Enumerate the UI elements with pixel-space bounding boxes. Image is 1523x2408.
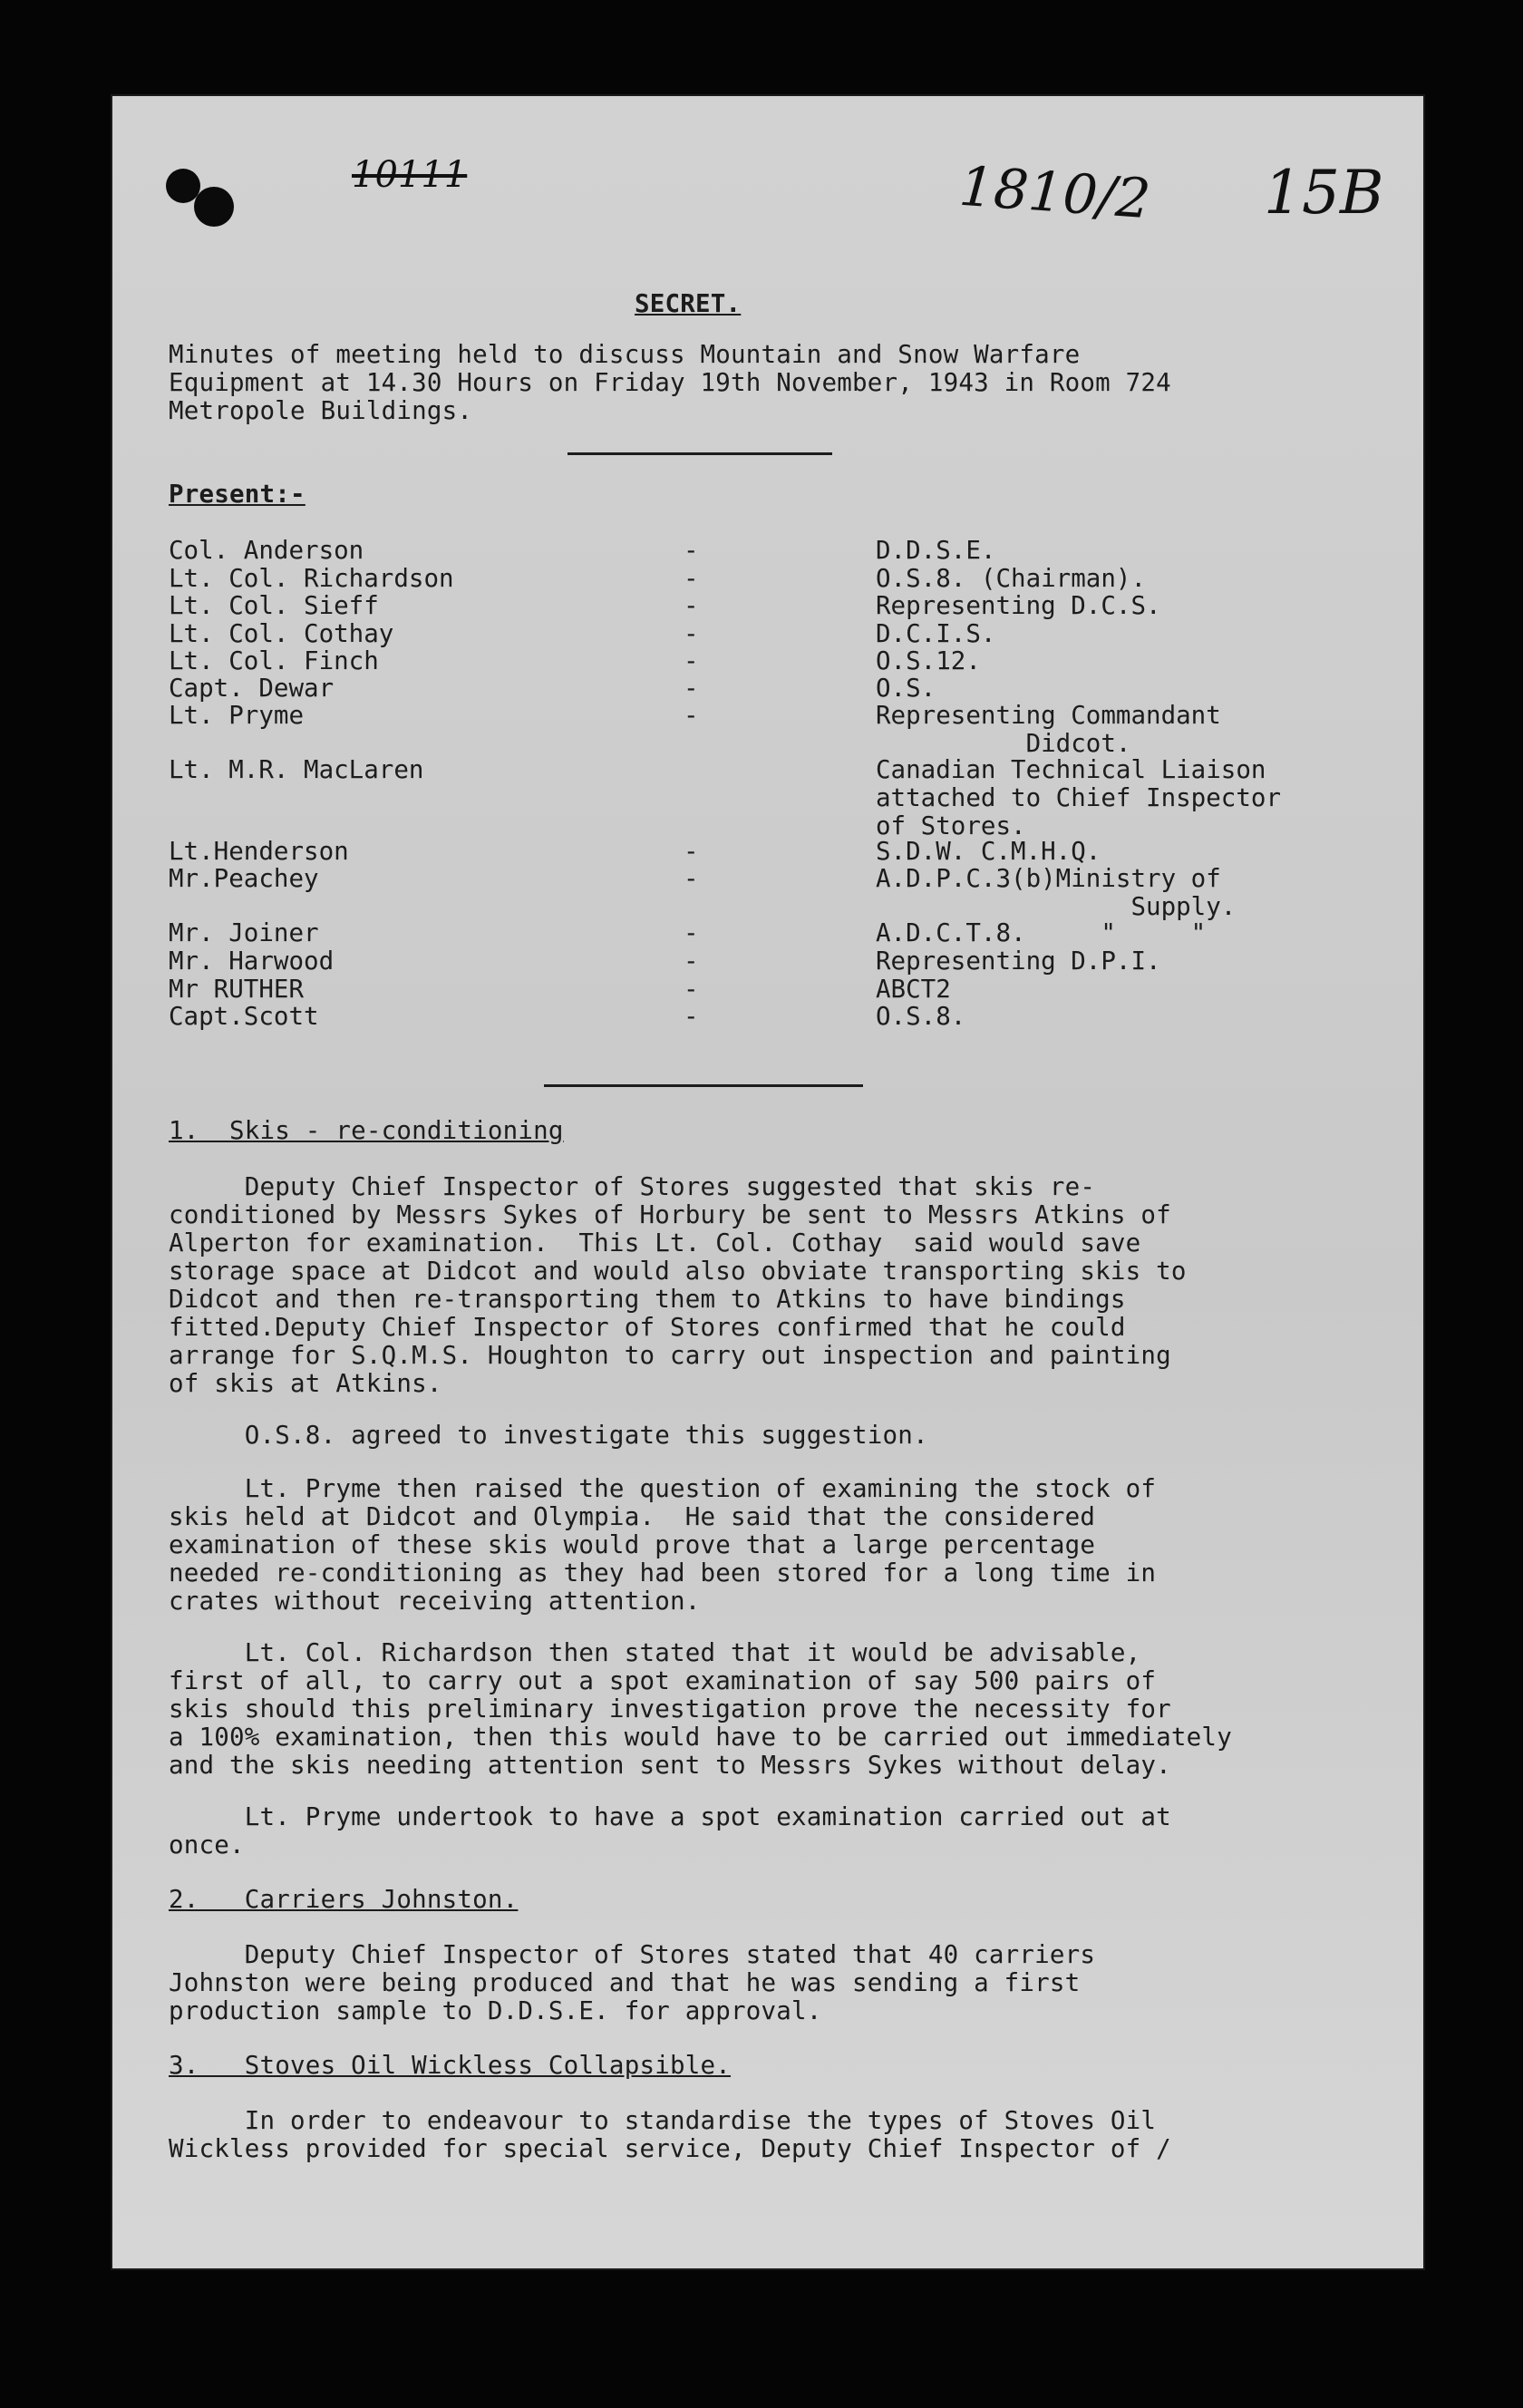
paragraph-line: storage space at Didcot and would also obviate transporting skis to: [169, 1257, 1187, 1286]
paragraph-line: Deputy Chief Inspector of Stores stated that 40 carriers: [169, 1940, 1096, 1969]
paragraph-line: of skis at Atkins.: [169, 1369, 442, 1398]
paragraph-line: skis held at Didcot and Olympia. He said that the considered: [169, 1502, 1096, 1531]
paragraph-line: Lt. Pryme undertook to have a spot examination carried out at: [169, 1802, 1171, 1831]
attendee-dash: -: [684, 975, 699, 1004]
attendee-name: Lt. M.R. MacLaren: [169, 755, 424, 784]
paragraph-line: crates without receiving attention.: [169, 1587, 701, 1616]
intro-line: Equipment at 14.30 Hours on Friday 19th November, 1943 in Room 724: [169, 368, 1171, 397]
paragraph-line: once.: [169, 1830, 245, 1859]
attendee-name: Col. Anderson: [169, 536, 364, 565]
section-heading-skis: 1. Skis - re-conditioning: [169, 1116, 564, 1145]
paragraph-line: Wickless provided for special service, Deputy Chief Inspector of /: [169, 2134, 1171, 2163]
attendee-role: Representing D.C.S.: [876, 591, 1161, 620]
attendee-dash: -: [684, 674, 699, 703]
attendee-dash: -: [684, 864, 699, 893]
paragraph-line: Johnston were being produced and that he was sending a first: [169, 1968, 1081, 1997]
attendee-role: D.D.S.E.: [876, 536, 996, 565]
paragraph-line: In order to endeavour to standardise the types of Stoves Oil: [169, 2106, 1157, 2135]
paragraph-line: production sample to D.D.S.E. for approval.: [169, 1996, 822, 2025]
attendee-dash: -: [684, 947, 699, 976]
paragraph-line: Alperton for examination. This Lt. Col. Cothay said would save: [169, 1228, 1141, 1257]
attendee-dash: -: [684, 646, 699, 675]
paragraph-line: first of all, to carry out a spot examination of say 500 pairs of: [169, 1666, 1157, 1695]
paragraph-line: Lt. Col. Richardson then stated that it would be advisable,: [169, 1638, 1141, 1667]
intro-line: Metropole Buildings.: [169, 396, 473, 425]
attendee-dash: -: [684, 1002, 699, 1031]
handwritten-folio-number: 15B: [1264, 158, 1384, 228]
attendee-role: S.D.W. C.M.H.Q.: [876, 837, 1101, 866]
paragraph-line: arrange for S.Q.M.S. Houghton to carry out inspection and painting: [169, 1341, 1171, 1370]
attendee-role: Canadian Technical Liaison attached to Chief Inspector of Stores.: [876, 755, 1282, 840]
attendee-role: O.S.8. (Chairman).: [876, 564, 1147, 593]
paragraph-line: needed re-conditioning as they had been stored for a long time in: [169, 1558, 1157, 1588]
paragraph-line: fitted.Deputy Chief Inspector of Stores confirmed that he could: [169, 1313, 1126, 1342]
attendee-name: Lt. Col. Sieff: [169, 591, 379, 620]
attendee-dash: -: [684, 536, 699, 565]
attendee-dash: -: [684, 619, 699, 648]
classification-heading: SECRET.: [635, 289, 742, 318]
attendee-role: O.S.12.: [876, 646, 981, 675]
handwritten-struck-number: 10111: [352, 154, 468, 196]
attendee-role: A.D.P.C.3(b)Ministry of Supply.: [876, 864, 1237, 921]
attendee-dash: -: [684, 591, 699, 620]
divider: [544, 1084, 863, 1087]
paragraph-line: Deputy Chief Inspector of Stores suggested that skis re-: [169, 1172, 1096, 1201]
attendee-name: Lt.Henderson: [169, 837, 349, 866]
section-heading-carriers: 2. Carriers Johnston.: [169, 1885, 519, 1914]
paragraph-line: and the skis needing attention sent to Messrs Sykes without delay.: [169, 1751, 1171, 1780]
attendee-name: Lt. Col. Richardson: [169, 564, 454, 593]
attendee-role: Representing D.P.I.: [876, 947, 1161, 976]
attendee-role: O.S.: [876, 674, 936, 703]
attendee-dash: -: [684, 918, 699, 947]
present-heading: Present:-: [169, 480, 306, 509]
attendee-role: O.S.8.: [876, 1002, 966, 1031]
section-heading-stoves: 3. Stoves Oil Wickless Collapsible.: [169, 2051, 731, 2080]
attendee-role: ABCT2: [876, 975, 951, 1004]
paragraph-line: a 100% examination, then this would have to be carried out immediately: [169, 1723, 1232, 1752]
handwritten-file-reference: 1810/2: [956, 154, 1153, 232]
attendee-dash: -: [684, 564, 699, 593]
attendee-role: Representing Commandant Didcot.: [876, 701, 1221, 758]
attendee-name: Mr RUTHER: [169, 975, 305, 1004]
punch-hole: [194, 187, 234, 227]
paragraph-line: Didcot and then re-transporting them to Atkins to have bindings: [169, 1285, 1126, 1314]
paragraph-line: O.S.8. agreed to investigate this suggestion.: [169, 1421, 928, 1450]
attendee-role: D.C.I.S.: [876, 619, 996, 648]
attendee-name: Mr. Harwood: [169, 947, 335, 976]
attendee-name: Capt. Dewar: [169, 674, 335, 703]
intro-line: Minutes of meeting held to discuss Mountain and Snow Warfare: [169, 340, 1081, 369]
paragraph-line: Lt. Pryme then raised the question of examining the stock of: [169, 1474, 1157, 1503]
attendee-name: Mr. Joiner: [169, 918, 319, 947]
attendee-name: Lt. Pryme: [169, 701, 305, 730]
divider: [567, 452, 832, 455]
attendee-name: Lt. Col. Cothay: [169, 619, 394, 648]
paragraph-line: skis should this preliminary investigation prove the necessity for: [169, 1694, 1171, 1723]
attendee-name: Capt.Scott: [169, 1002, 319, 1031]
attendee-dash: -: [684, 701, 699, 730]
attendee-dash: -: [684, 837, 699, 866]
paragraph-line: examination of these skis would prove that a large percentage: [169, 1530, 1096, 1559]
paragraph-line: conditioned by Messrs Sykes of Horbury be sent to Messrs Atkins of: [169, 1200, 1171, 1229]
attendee-name: Mr.Peachey: [169, 864, 319, 893]
attendee-name: Lt. Col. Finch: [169, 646, 379, 675]
attendee-role: A.D.C.T.8. " ": [876, 918, 1207, 947]
